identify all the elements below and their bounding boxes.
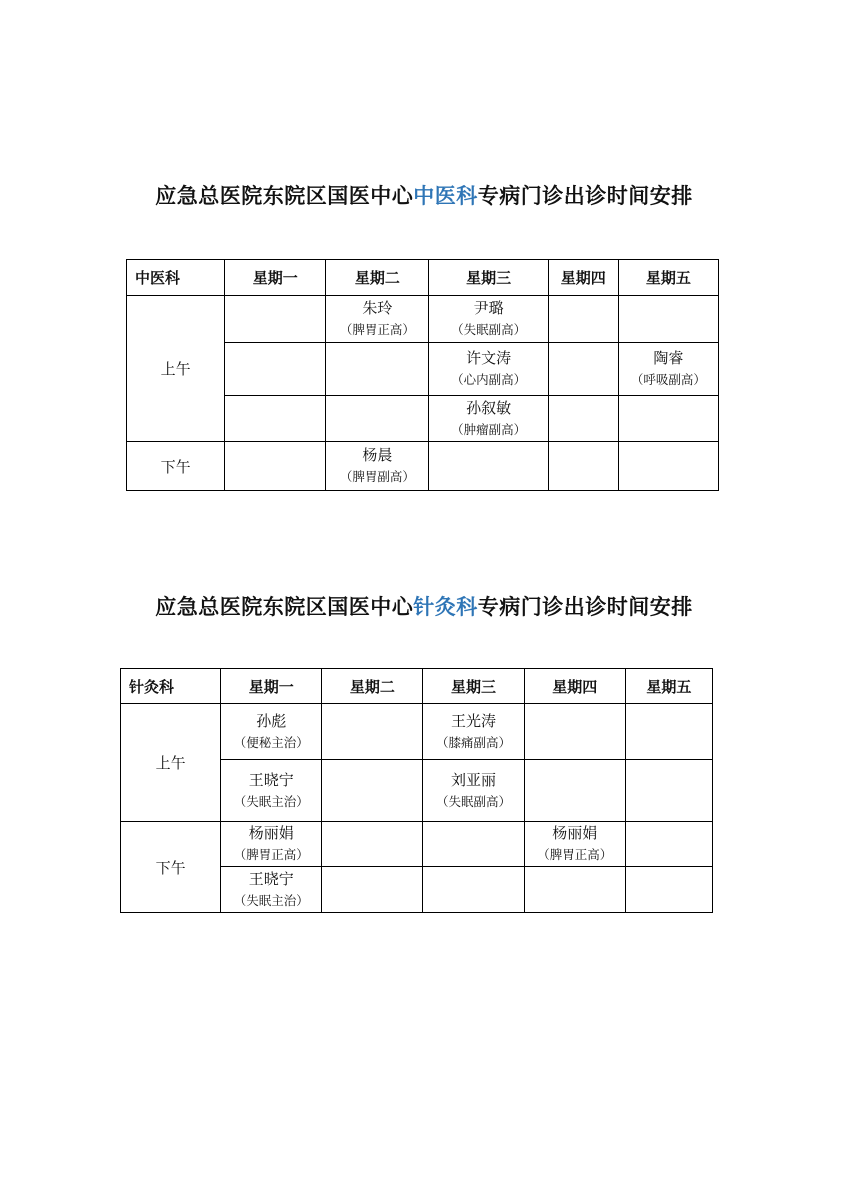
title-highlight: 中医科 — [413, 184, 478, 208]
title-prefix: 应急总医院东院区国医中心 — [155, 595, 414, 619]
title-prefix: 应急总医院东院区国医中心 — [155, 184, 414, 208]
department-header: 针灸科 — [121, 669, 221, 704]
doctor-name: 杨晨 — [362, 446, 393, 464]
weekday-header: 星期四 — [548, 260, 618, 296]
doctor-name: 孙彪 — [256, 711, 287, 730]
doctor-cell — [326, 442, 429, 491]
header-row — [127, 260, 719, 296]
empty-cell — [524, 760, 625, 822]
doctor-specialty: （肿瘤副高） — [451, 421, 527, 437]
doctor-cell — [326, 296, 429, 343]
doctor-specialty: （脾胃正高） — [233, 847, 309, 862]
doctor-specialty: （失眠副高） — [451, 322, 527, 337]
doctor-cell — [423, 704, 524, 760]
doctor-specialty: （脾胃正高） — [339, 322, 415, 337]
empty-cell — [625, 867, 712, 913]
doctor-specialty: （失眠主治） — [233, 793, 309, 809]
empty-cell — [322, 760, 423, 822]
empty-cell — [326, 343, 429, 396]
weekday-header: 星期四 — [524, 669, 625, 704]
page-title-acupuncture — [0, 591, 848, 621]
empty-cell — [423, 867, 524, 913]
doctor-name: 尹璐 — [473, 299, 504, 317]
doctor-cell — [524, 822, 625, 867]
title-suffix: 专病门诊出诊时间安排 — [477, 595, 693, 619]
table-row — [127, 296, 719, 343]
empty-cell — [618, 296, 718, 343]
title-highlight: 针灸科 — [413, 595, 478, 619]
table-row — [127, 442, 719, 491]
title-suffix: 专病门诊出诊时间安排 — [477, 184, 693, 208]
weekday-header: 星期二 — [322, 669, 423, 704]
empty-cell — [548, 396, 618, 442]
doctor-name: 刘亚丽 — [451, 770, 497, 789]
weekday-header: 星期三 — [423, 669, 524, 704]
tcm-schedule-table — [126, 259, 719, 491]
department-header: 中医科 — [127, 260, 225, 296]
doctor-specialty: （便秘主治） — [233, 734, 309, 750]
weekday-header: 星期一 — [221, 669, 322, 704]
doctor-specialty: （膝痛副高） — [436, 734, 512, 750]
doctor-specialty: （脾胃正高） — [537, 847, 613, 862]
empty-cell — [548, 296, 618, 343]
empty-cell — [225, 343, 326, 396]
page-title-tcm — [0, 180, 848, 210]
doctor-name: 王晓宁 — [248, 869, 294, 888]
weekday-header: 星期三 — [429, 260, 548, 296]
doctor-name: 陶睿 — [653, 349, 684, 367]
doctor-cell — [429, 396, 548, 442]
doctor-name: 孙叙敏 — [466, 398, 512, 417]
doctor-specialty: （心内副高） — [451, 372, 527, 387]
empty-cell — [625, 760, 712, 822]
doctor-specialty: （失眠主治） — [233, 892, 309, 908]
empty-cell — [548, 442, 618, 491]
doctor-name: 王光涛 — [451, 711, 497, 730]
period-label: 下午 — [121, 822, 221, 913]
weekday-header: 星期一 — [225, 260, 326, 296]
empty-cell — [322, 867, 423, 913]
doctor-name: 许文涛 — [466, 349, 512, 367]
weekday-header: 星期五 — [625, 669, 712, 704]
empty-cell — [625, 704, 712, 760]
empty-cell — [429, 442, 548, 491]
period-label: 上午 — [121, 704, 221, 822]
empty-cell — [524, 867, 625, 913]
doctor-name: 杨丽娟 — [248, 824, 294, 842]
doctor-cell — [221, 822, 322, 867]
empty-cell — [524, 704, 625, 760]
doctor-name: 朱玲 — [362, 299, 393, 317]
doctor-name: 杨丽娟 — [552, 824, 598, 842]
empty-cell — [423, 822, 524, 867]
empty-cell — [326, 396, 429, 442]
weekday-header: 星期五 — [618, 260, 718, 296]
doctor-specialty: （失眠副高） — [436, 793, 512, 809]
empty-cell — [618, 396, 718, 442]
period-label: 上午 — [127, 296, 225, 442]
doctor-cell — [429, 296, 548, 343]
weekday-header: 星期二 — [326, 260, 429, 296]
empty-cell — [225, 396, 326, 442]
empty-cell — [618, 442, 718, 491]
doctor-specialty: （脾胃副高） — [339, 469, 415, 484]
acupuncture-schedule-table — [120, 668, 713, 913]
doctor-cell — [618, 343, 718, 396]
doctor-cell — [221, 760, 322, 822]
period-label: 下午 — [127, 442, 225, 491]
doctor-cell — [423, 760, 524, 822]
empty-cell — [225, 296, 326, 343]
doctor-cell — [221, 867, 322, 913]
doctor-name: 王晓宁 — [248, 770, 294, 789]
table-row — [121, 704, 713, 760]
doctor-specialty: （呼吸副高） — [630, 372, 706, 387]
empty-cell — [625, 822, 712, 867]
doctor-cell — [221, 704, 322, 760]
doctor-cell — [429, 343, 548, 396]
empty-cell — [322, 822, 423, 867]
empty-cell — [548, 343, 618, 396]
empty-cell — [322, 704, 423, 760]
empty-cell — [225, 442, 326, 491]
table-row — [121, 822, 713, 867]
header-row — [121, 669, 713, 704]
